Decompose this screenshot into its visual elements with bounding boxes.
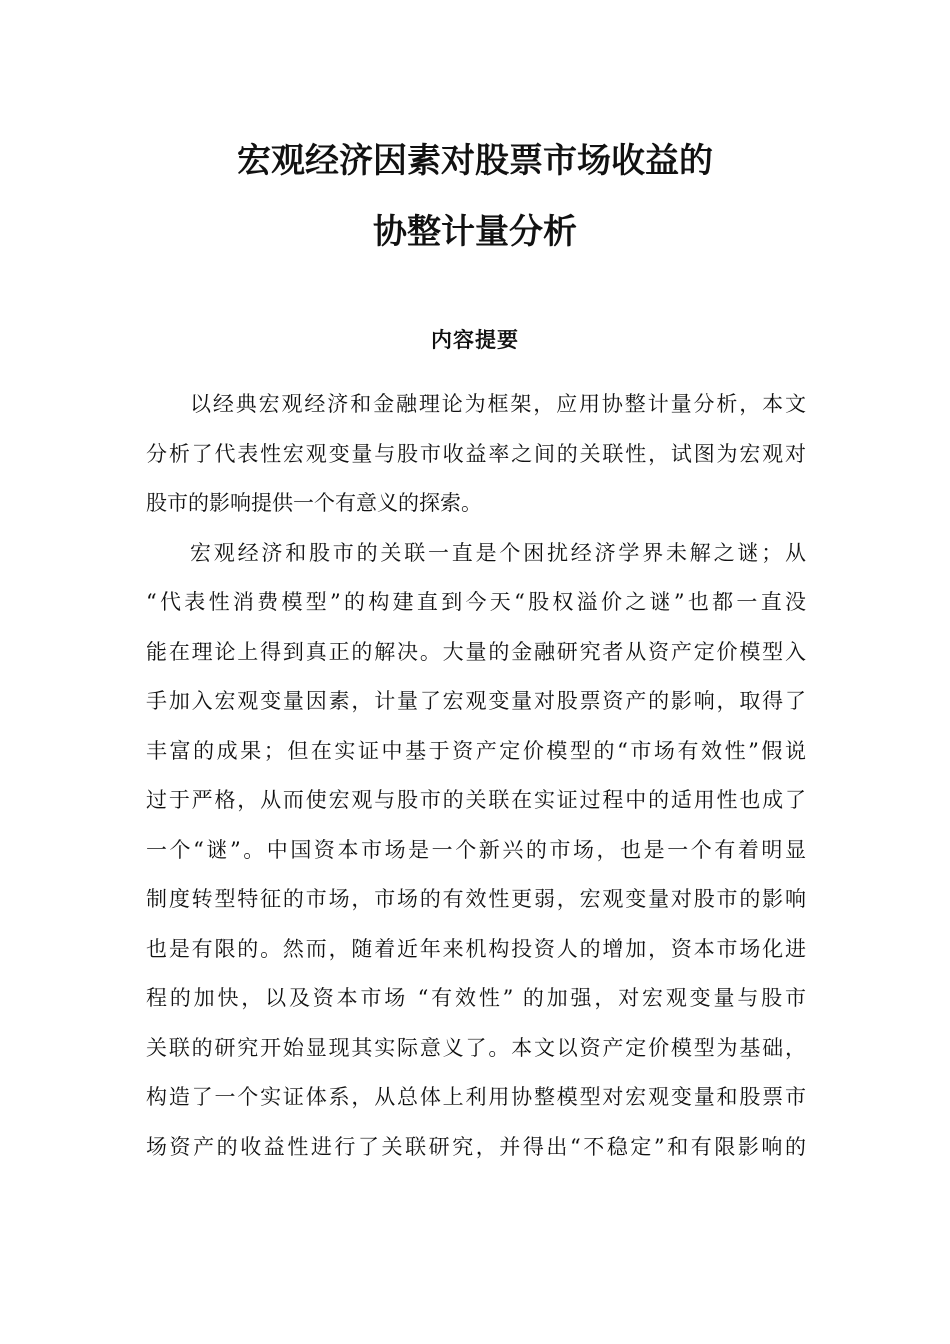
paragraph-2-line: 构造了一个实证体系，从总体上利用协整模型对宏观变量和股票市: [146, 1085, 806, 1109]
paragraph-1-line: 以经典宏观经济和金融理论为框架，应用协整计量分析，本文: [190, 392, 806, 416]
paragraph-2-line: 程的加快，以及资本市场 “有效性” 的加强，对宏观变量与股市: [146, 986, 806, 1010]
paragraph-2-line: 场资产的收益性进行了关联研究，并得出“不稳定”和有限影响的: [146, 1134, 806, 1159]
title-line-2: 协整计量分析: [373, 212, 577, 252]
paragraph-2-line: “代表性消费模型”的构建直到今天“股权溢价之谜”也都一直没: [146, 590, 806, 614]
paragraph-2-line: 丰富的成果；但在实证中基于资产定价模型的“市场有效性”假说: [146, 738, 806, 763]
paragraph-2-line: 制度转型特征的市场，市场的有效性更弱，宏观变量对股市的影响: [146, 887, 806, 911]
document-title: [0, 126, 950, 268]
paragraph-2-line: 一个“谜”。中国资本市场是一个新兴的市场，也是一个有着明显: [146, 837, 806, 862]
paragraph-2-line: 能在理论上得到真正的解决。大量的金融研究者从资产定价模型入: [146, 639, 806, 664]
paragraph-2-line: 关联的研究开始显现其实际意义了。本文以资产定价模型为基础，: [146, 1035, 806, 1060]
abstract-body: [146, 380, 806, 1172]
paragraph-2-line: 宏观经济和股市的关联一直是个困扰经济学界未解之谜；从: [190, 540, 806, 565]
paragraph-2-line: 过于严格，从而使宏观与股市的关联在实证过程中的适用性也成了: [146, 788, 806, 812]
title-line-1: 宏观经济因素对股票市场收益的: [237, 141, 713, 181]
paragraph-1-line: 分析了代表性宏观变量与股市收益率之间的关联性，试图为宏观对: [146, 441, 806, 466]
abstract-heading: 内容提要: [431, 328, 519, 352]
paragraph-1-line: 股市的影响提供一个有意义的探索。: [146, 491, 482, 515]
paragraph-2-line: 也是有限的。然而，随着近年来机构投资人的增加，资本市场化进: [146, 936, 806, 961]
paragraph-2-line: 手加入宏观变量因素，计量了宏观变量对股票资产的影响，取得了: [146, 689, 806, 713]
